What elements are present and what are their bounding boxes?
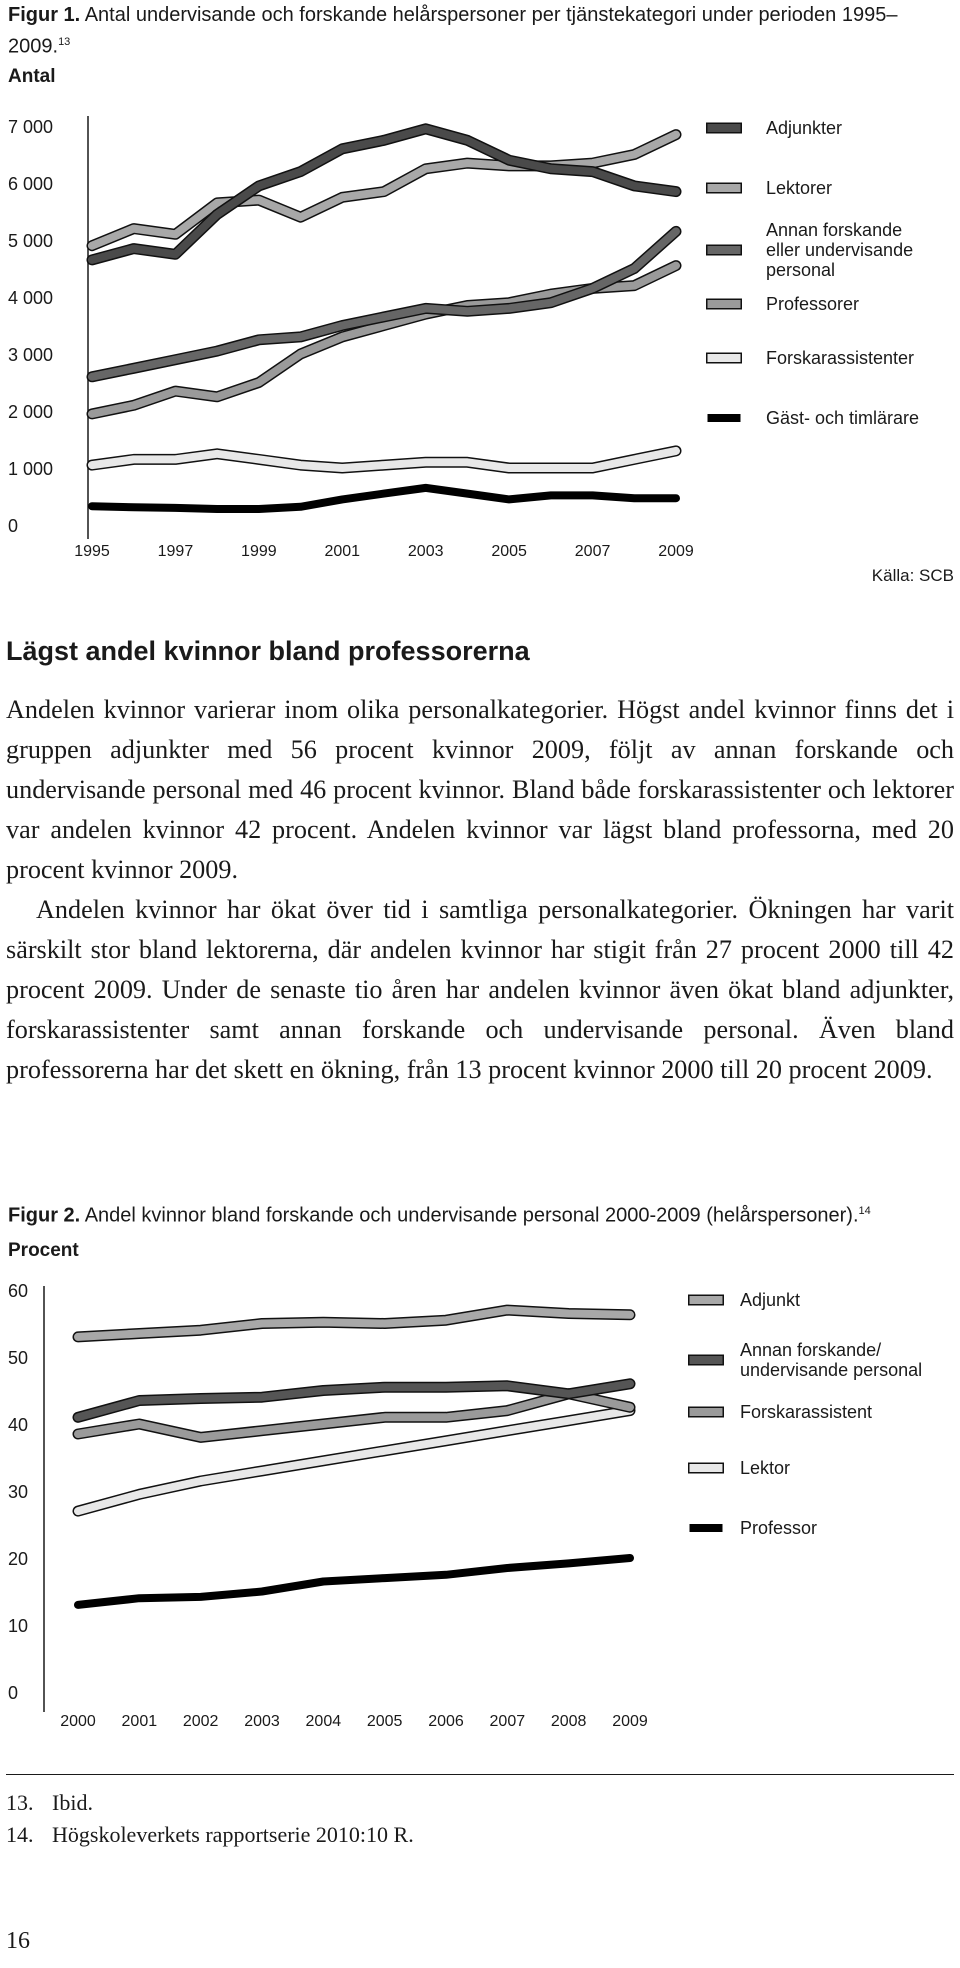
x-tick-label: 2001: [324, 543, 361, 560]
x-tick-label: 2009: [612, 1713, 648, 1730]
figure1-caption-text: Antal undervisande och forskande helårspersoner per tjänstekategori under perioden 1995–2009.: [8, 4, 898, 58]
legend-label: Annan forskande/: [740, 1340, 882, 1360]
y-tick-label: 10: [8, 1616, 29, 1636]
footnote-separator: [6, 1774, 954, 1775]
legend-swatch: [690, 1464, 723, 1472]
y-tick-label: 40: [8, 1415, 29, 1435]
figure2-chart: [0, 1268, 960, 1738]
y-tick-label: 3 000: [8, 345, 54, 365]
figure2-caption: [8, 1198, 928, 1230]
figure1-footnote-ref: 13: [58, 36, 71, 48]
x-tick-label: 2000: [60, 1713, 96, 1730]
y-tick-label: 5 000: [8, 231, 54, 251]
legend-label: eller undervisande: [766, 240, 914, 260]
series-line: [78, 1558, 630, 1605]
y-tick-label: 1 000: [8, 459, 54, 479]
x-tick-label: 2007: [574, 543, 611, 560]
legend-label: Adjunkter: [766, 118, 843, 138]
figure1-caption-label: Figur 1.: [8, 4, 81, 26]
body-paragraph: Andelen kvinnor varierar inom olika personalkategorier. Högst andel kvinnor finns det i gruppen adjunkter med 56 procent kvinnor 2009, följt av annan forskande och undervisande personal med 46 procent kvinnor. Bland både forskarassistenter och lektorer var andelen kvinnor 42 procent. Andelen kvinnor var lägst bland professorna, med 20 procent kvinnor 2009.: [6, 695, 954, 884]
figure2-y-axis-title: Procent: [8, 1240, 79, 1261]
x-tick-label: 1997: [157, 543, 194, 560]
y-tick-label: 30: [8, 1482, 29, 1502]
figure1-chart: [0, 92, 960, 592]
footnote-text: Ibid.: [52, 1790, 93, 1815]
legend-swatch: [690, 1408, 723, 1416]
footnote-number: 14.: [6, 1822, 34, 1847]
series-line: [78, 1310, 630, 1337]
y-tick-label: 0: [8, 1683, 19, 1703]
legend-swatch: [708, 354, 741, 362]
section-body: [6, 690, 954, 1090]
page-number: 16: [6, 1928, 30, 1954]
y-tick-label: 60: [8, 1281, 29, 1301]
legend-label: Annan forskande: [766, 220, 903, 240]
legend-label: Forskarassistenter: [766, 348, 915, 368]
legend-swatch: [690, 1524, 723, 1532]
x-tick-label: 1999: [241, 543, 277, 560]
x-tick-label: 2003: [407, 543, 444, 560]
legend-swatch: [690, 1356, 723, 1364]
x-tick-label: 2008: [550, 1713, 587, 1730]
footnote-number: 13.: [6, 1790, 34, 1815]
x-tick-label: 2001: [121, 1713, 158, 1730]
legend-swatch: [708, 246, 741, 254]
legend-label: Professorer: [766, 294, 860, 314]
section-heading: Lägst andel kvinnor bland professorerna: [6, 636, 530, 666]
y-tick-label: 6 000: [8, 174, 54, 194]
y-tick-label: 4 000: [8, 288, 54, 308]
legend-label: Lektor: [740, 1458, 791, 1478]
series-line: [92, 135, 676, 246]
legend-label: Forskarassistent: [740, 1402, 873, 1422]
legend-swatch: [708, 300, 741, 308]
legend-label: Gäst- och timlärare: [766, 408, 920, 428]
figure2-caption-label: Figur 2.: [8, 1204, 81, 1227]
x-tick-label: 2009: [658, 543, 694, 560]
x-tick-label: 2005: [366, 1713, 403, 1730]
x-tick-label: 2006: [428, 1713, 464, 1730]
legend-swatch: [708, 184, 741, 192]
figure1-caption: [8, 2, 928, 61]
legend-label: Professor: [740, 1518, 818, 1538]
body-paragraph: Andelen kvinnor har ökat över tid i samtliga personalkategorier. Ökningen har varit särskilt stor bland lektorerna, där andelen kvinnor har stigit från 27 procent 2000 till 42 procent 2009. Under de senaste tio åren har andelen kvinnor även ökat bland adjunkter, forskarassistenter samt annan forskande och undervisande personal. Även bland professorerna har det skett en ökning, från 13 procent kvinnor 2000 till 20 procent 2009.: [6, 895, 954, 1084]
x-tick-label: 2007: [489, 1713, 526, 1730]
legend-label: undervisande personal: [740, 1360, 923, 1380]
x-tick-label: 2003: [244, 1713, 280, 1730]
legend-swatch: [708, 414, 741, 422]
legend-label: Adjunkt: [740, 1290, 801, 1310]
figure1-y-axis-title: Antal: [8, 66, 56, 87]
y-tick-label: 7 000: [8, 117, 54, 137]
legend-swatch: [708, 124, 741, 132]
x-tick-label: 2004: [305, 1713, 342, 1730]
y-tick-label: 50: [8, 1348, 29, 1368]
x-tick-label: 2002: [182, 1713, 219, 1730]
footnote-text: Högskoleverkets rapportserie 2010:10 R.: [52, 1822, 414, 1847]
legend-label: personal: [766, 260, 836, 280]
y-tick-label: 2 000: [8, 402, 54, 422]
legend-label: Lektorer: [766, 178, 833, 198]
series-line: [92, 488, 676, 509]
x-tick-label: 1995: [74, 543, 110, 560]
figure1-source: Källa: SCB: [871, 566, 954, 585]
y-tick-label: 0: [8, 516, 19, 536]
y-tick-label: 20: [8, 1549, 29, 1569]
footnote: [6, 1822, 414, 1848]
x-tick-label: 2005: [491, 543, 527, 560]
figure2-caption-text: Andel kvinnor bland forskande och undervisande personal 2000-2009 (helårspersoner).: [80, 1204, 859, 1227]
legend-swatch: [690, 1296, 723, 1304]
footnote: [6, 1790, 93, 1816]
figure2-footnote-ref: 14: [858, 1205, 871, 1217]
